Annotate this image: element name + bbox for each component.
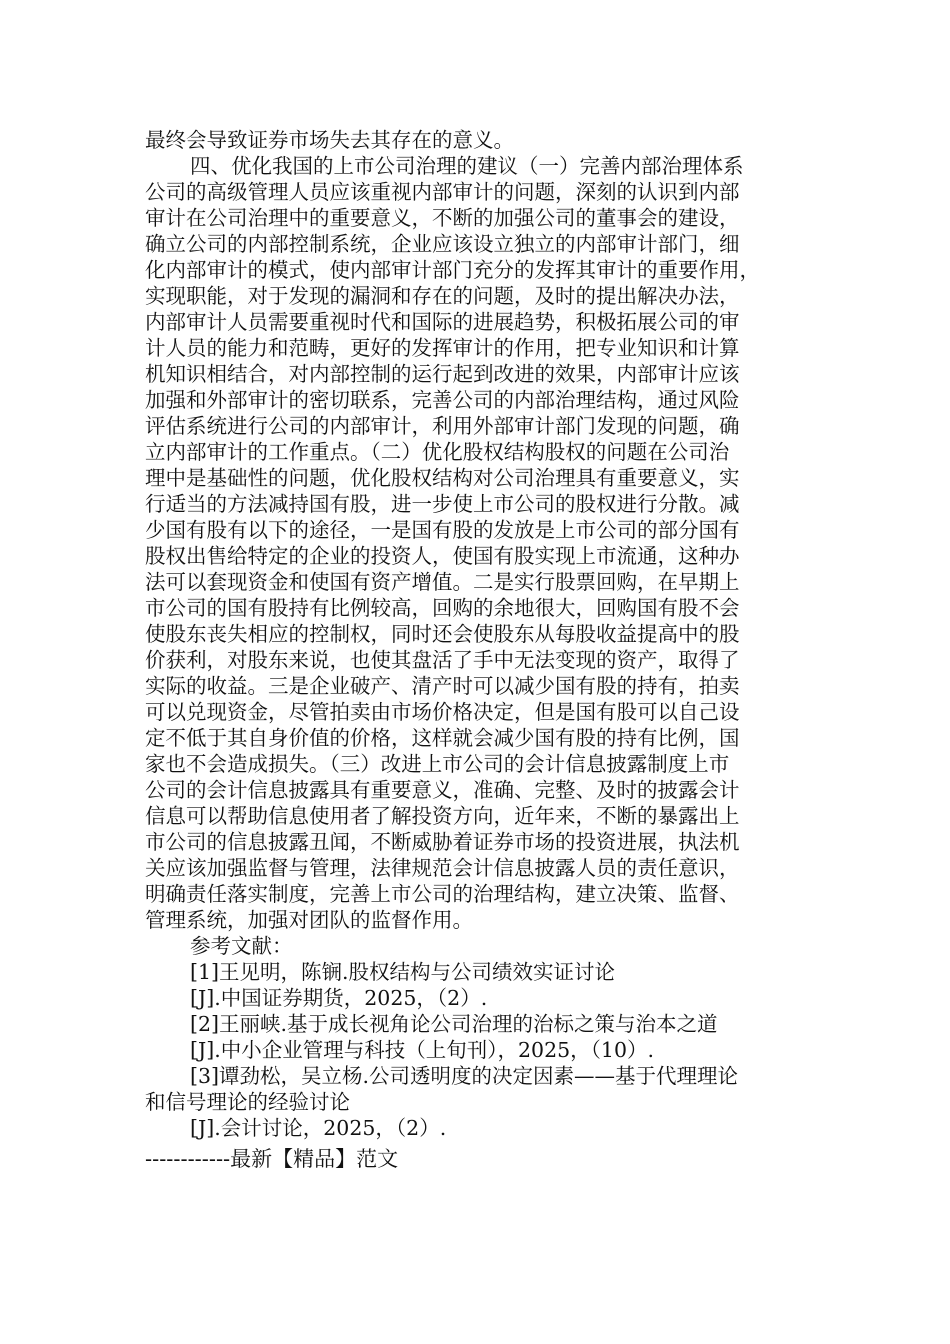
body-line: 行适当的方法减持国有股，进一步使上市公司的股权进行分散。减 — [145, 492, 740, 516]
body-line: 实际的收益。三是企业破产、清产时可以减少国有股的持有，拍卖 — [145, 674, 740, 698]
body-line: 评估系统进行公司的内部审计，利用外部审计部门发现的问题，确 — [145, 414, 740, 438]
body-line: 使股东丧失相应的控制权，同时还会使股东从每股收益提高中的股 — [145, 622, 740, 646]
reference-line: [3]谭劲松，吴立杨.公司透明度的决定因素——基于代理理论 — [190, 1064, 739, 1088]
reference-line: 和信号理论的经验讨论 — [145, 1090, 350, 1114]
body-line: 管理系统，加强对团队的监督作用。 — [145, 908, 473, 932]
body-line: 信息可以帮助信息使用者了解投资方向，近年来，不断的暴露出上 — [145, 804, 740, 828]
reference-line: [J].中小企业管理与科技（上旬刊），2025，（10）. — [190, 1038, 655, 1062]
body-line: 公司的会计信息披露具有重要意义，准确、完整、及时的披露会计 — [145, 778, 740, 802]
body-line: 定不低于其自身价值的价格，这样就会减少国有股的持有比例，国 — [145, 726, 740, 750]
body-line: 加强和外部审计的密切联系，完善公司的内部治理结构，通过风险 — [145, 388, 740, 412]
references-heading: 参考文献： — [190, 934, 293, 958]
body-line: 最终会导致证券市场失去其存在的意义。 — [145, 128, 514, 152]
body-line: 确立公司的内部控制系统，企业应该设立独立的内部审计部门，细 — [145, 232, 740, 256]
body-line: 家也不会造成损失。（三）改进上市公司的会计信息披露制度上市 — [145, 752, 730, 776]
body-line: 立内部审计的工作重点。（二）优化股权结构股权的问题在公司治 — [145, 440, 730, 464]
body-line: 计人员的能力和范畴，更好的发挥审计的作用，把专业知识和计算 — [145, 336, 740, 360]
reference-line: [J].中国证券期货，2025，（2）. — [190, 986, 488, 1010]
body-line: 化内部审计的模式，使内部审计部门充分的发挥其审计的重要作用， — [145, 258, 760, 282]
body-line: 关应该加强监督与管理，法律规范会计信息披露人员的责任意识， — [145, 856, 740, 880]
body-line: 机知识相结合，对内部控制的运行起到改进的效果，内部审计应该 — [145, 362, 740, 386]
body-line: 理中是基础性的问题，优化股权结构对公司治理具有重要意义，实 — [145, 466, 740, 490]
body-line: 价获利，对股东来说，也使其盘活了手中无法变现的资产，取得了 — [145, 648, 740, 672]
body-line: 法可以套现资金和使国有资产增值。二是实行股票回购，在早期上 — [145, 570, 740, 594]
body-line: 明确责任落实制度，完善上市公司的治理结构，建立决策、监督、 — [145, 882, 740, 906]
body-line: 少国有股有以下的途径，一是国有股的发放是上市公司的部分国有 — [145, 518, 740, 542]
body-line: 实现职能，对于发现的漏洞和存在的问题，及时的提出解决办法， — [145, 284, 740, 308]
reference-line: [J].会计讨论，2025，（2）. — [190, 1116, 447, 1140]
body-line: 市公司的国有股持有比例较高，回购的余地很大，回购国有股不会 — [145, 596, 740, 620]
body-line: 公司的高级管理人员应该重视内部审计的问题，深刻的认识到内部 — [145, 180, 740, 204]
body-line: 内部审计人员需要重视时代和国际的进展趋势，积极拓展公司的审 — [145, 310, 740, 334]
body-line: 市公司的信息披露丑闻，不断威胁着证券市场的投资进展，执法机 — [145, 830, 740, 854]
section-heading-line: 四、优化我国的上市公司治理的建议（一）完善内部治理体系 — [190, 154, 744, 178]
reference-line: [2]王丽峡.基于成长视角论公司治理的治标之策与治本之道 — [190, 1012, 718, 1036]
footer-text: ------------最新【精品】范文 — [145, 1147, 399, 1171]
body-line: 可以兑现资金，尽管拍卖由市场价格决定，但是国有股可以自己设 — [145, 700, 740, 724]
body-line: 股权出售给特定的企业的投资人，使国有股实现上市流通，这种办 — [145, 544, 740, 568]
reference-line: [1]王见明，陈锎.股权结构与公司绩效实证讨论 — [190, 960, 616, 984]
body-line: 审计在公司治理中的重要意义，不断的加强公司的董事会的建设， — [145, 206, 740, 230]
